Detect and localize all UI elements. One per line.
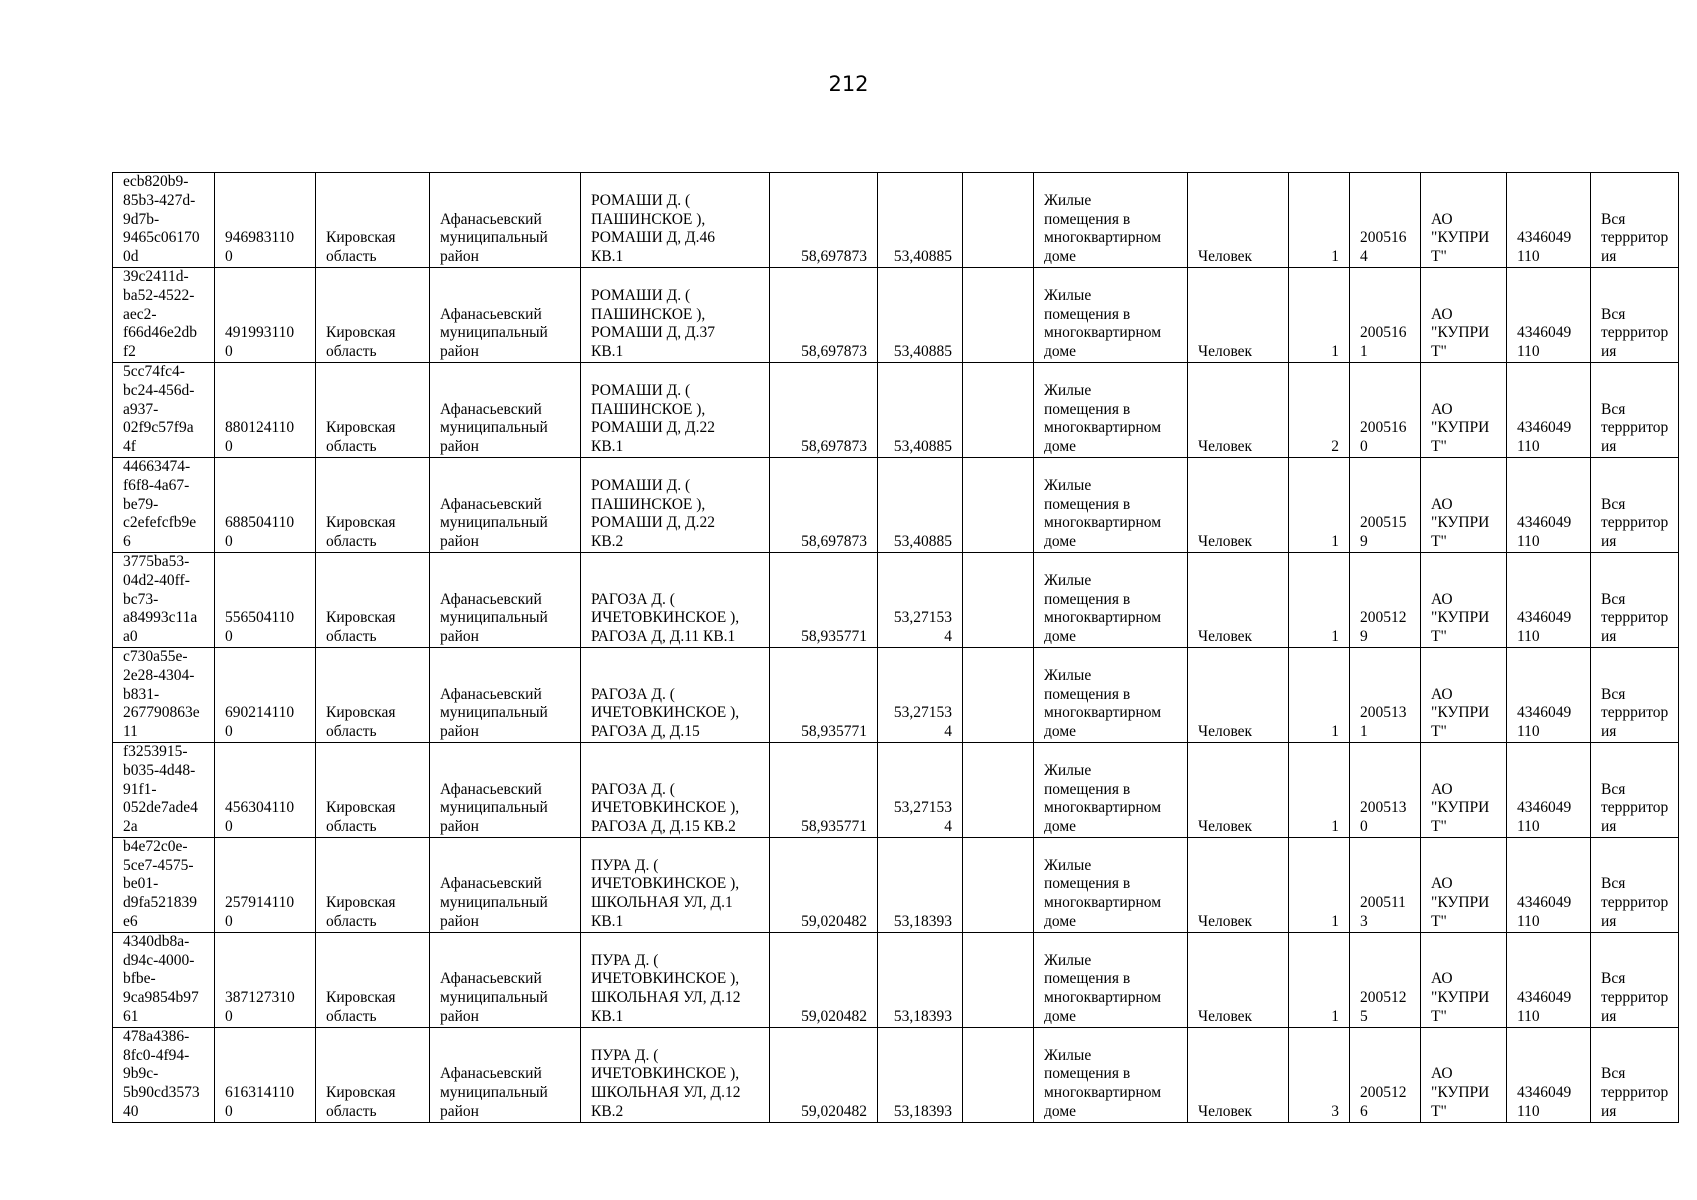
count-cell: 1 (1289, 647, 1350, 742)
registry-number-cell: 200513 0 (1350, 742, 1421, 837)
table-row (113, 647, 1679, 742)
territory-cell: Вся террритор ия (1591, 742, 1679, 837)
latitude-cell: 58,935771 (770, 552, 878, 647)
table-row (113, 267, 1679, 362)
count-cell: 1 (1289, 267, 1350, 362)
longitude-cell: 53,40885 (878, 173, 963, 268)
address-cell: РАГОЗА Д. ( ИЧЕТОВКИНСКОЕ ), РАГОЗА Д, Д.15 (581, 647, 770, 742)
empty-cell (963, 1027, 1034, 1122)
object-type-cell: Жилые помещения в многоквартирном доме (1034, 742, 1188, 837)
object-code-cell: 556504110 0 (215, 552, 316, 647)
inn-cell: 4346049 110 (1507, 932, 1591, 1027)
address-cell: ПУРА Д. ( ИЧЕТОВКИНСКОЕ ), ШКОЛЬНАЯ УЛ, Д.12 КВ.1 (581, 932, 770, 1027)
empty-cell (963, 552, 1034, 647)
table-body (113, 173, 1679, 1123)
object-code-cell: 387127310 0 (215, 932, 316, 1027)
unit-cell: Человек (1188, 742, 1289, 837)
region-cell: Кировская область (316, 457, 430, 552)
latitude-cell: 58,697873 (770, 362, 878, 457)
address-cell: ПУРА Д. ( ИЧЕТОВКИНСКОЕ ), ШКОЛЬНАЯ УЛ, Д.1 КВ.1 (581, 837, 770, 932)
organization-cell: АО "КУПРИ Т" (1421, 932, 1507, 1027)
count-cell: 1 (1289, 552, 1350, 647)
inn-cell: 4346049 110 (1507, 362, 1591, 457)
longitude-cell: 53,18393 (878, 932, 963, 1027)
count-cell: 1 (1289, 457, 1350, 552)
table-row (113, 457, 1679, 552)
address-cell: РОМАШИ Д. ( ПАШИНСКОЕ ), РОМАШИ Д, Д.22 КВ.1 (581, 362, 770, 457)
count-cell: 3 (1289, 1027, 1350, 1122)
inn-cell: 4346049 110 (1507, 267, 1591, 362)
organization-cell: АО "КУПРИ Т" (1421, 647, 1507, 742)
object-code-cell: 491993110 0 (215, 267, 316, 362)
count-cell: 1 (1289, 173, 1350, 268)
object-type-cell: Жилые помещения в многоквартирном доме (1034, 552, 1188, 647)
registry-number-cell: 200512 9 (1350, 552, 1421, 647)
count-cell: 1 (1289, 742, 1350, 837)
object-type-cell: Жилые помещения в многоквартирном доме (1034, 932, 1188, 1027)
record-id-cell: c730a55e- 2e28-4304- b831- 267790863e 11 (113, 647, 215, 742)
longitude-cell: 53,40885 (878, 267, 963, 362)
district-cell: Афанасьевский муниципальный район (430, 552, 581, 647)
table-row (113, 742, 1679, 837)
registry-number-cell: 200516 4 (1350, 173, 1421, 268)
district-cell: Афанасьевский муниципальный район (430, 837, 581, 932)
territory-cell: Вся террритор ия (1591, 457, 1679, 552)
inn-cell: 4346049 110 (1507, 837, 1591, 932)
latitude-cell: 58,935771 (770, 647, 878, 742)
region-cell: Кировская область (316, 742, 430, 837)
region-cell: Кировская область (316, 173, 430, 268)
table-row (113, 837, 1679, 932)
latitude-cell: 58,697873 (770, 457, 878, 552)
unit-cell: Человек (1188, 552, 1289, 647)
object-type-cell: Жилые помещения в многоквартирном доме (1034, 1027, 1188, 1122)
territory-cell: Вся террритор ия (1591, 932, 1679, 1027)
unit-cell: Человек (1188, 457, 1289, 552)
empty-cell (963, 742, 1034, 837)
organization-cell: АО "КУПРИ Т" (1421, 457, 1507, 552)
address-cell: РАГОЗА Д. ( ИЧЕТОВКИНСКОЕ ), РАГОЗА Д, Д.11 КВ.1 (581, 552, 770, 647)
latitude-cell: 58,935771 (770, 742, 878, 837)
record-id-cell: 3775ba53- 04d2-40ff- bc73- a84993c11a a0 (113, 552, 215, 647)
address-cell: РОМАШИ Д. ( ПАШИНСКОЕ ), РОМАШИ Д, Д.22 КВ.2 (581, 457, 770, 552)
object-code-cell: 688504110 0 (215, 457, 316, 552)
inn-cell: 4346049 110 (1507, 457, 1591, 552)
territory-cell: Вся террритор ия (1591, 362, 1679, 457)
latitude-cell: 59,020482 (770, 1027, 878, 1122)
empty-cell (963, 362, 1034, 457)
unit-cell: Человек (1188, 1027, 1289, 1122)
object-type-cell: Жилые помещения в многоквартирном доме (1034, 647, 1188, 742)
region-cell: Кировская область (316, 837, 430, 932)
unit-cell: Человек (1188, 267, 1289, 362)
registry-number-cell: 200512 5 (1350, 932, 1421, 1027)
registry-number-cell: 200516 0 (1350, 362, 1421, 457)
page-number: 212 (828, 72, 869, 96)
record-id-cell: 4340db8a- d94c-4000- bfbe- 9ca9854b97 61 (113, 932, 215, 1027)
longitude-cell: 53,27153 4 (878, 742, 963, 837)
unit-cell: Человек (1188, 173, 1289, 268)
registry-table (112, 172, 1679, 1123)
table-row (113, 173, 1679, 268)
count-cell: 1 (1289, 837, 1350, 932)
empty-cell (963, 457, 1034, 552)
longitude-cell: 53,40885 (878, 457, 963, 552)
inn-cell: 4346049 110 (1507, 647, 1591, 742)
longitude-cell: 53,27153 4 (878, 552, 963, 647)
address-cell: ПУРА Д. ( ИЧЕТОВКИНСКОЕ ), ШКОЛЬНАЯ УЛ, Д.12 КВ.2 (581, 1027, 770, 1122)
object-type-cell: Жилые помещения в многоквартирном доме (1034, 267, 1188, 362)
object-code-cell: 616314110 0 (215, 1027, 316, 1122)
empty-cell (963, 267, 1034, 362)
organization-cell: АО "КУПРИ Т" (1421, 742, 1507, 837)
territory-cell: Вся террритор ия (1591, 837, 1679, 932)
longitude-cell: 53,27153 4 (878, 647, 963, 742)
district-cell: Афанасьевский муниципальный район (430, 1027, 581, 1122)
district-cell: Афанасьевский муниципальный район (430, 457, 581, 552)
empty-cell (963, 932, 1034, 1027)
district-cell: Афанасьевский муниципальный район (430, 647, 581, 742)
record-id-cell: 478a4386- 8fc0-4f94- 9b9c- 5b90cd3573 40 (113, 1027, 215, 1122)
record-id-cell: 39c2411d- ba52-4522- aec2- f66d46e2db f2 (113, 267, 215, 362)
district-cell: Афанасьевский муниципальный район (430, 742, 581, 837)
region-cell: Кировская область (316, 932, 430, 1027)
address-cell: РАГОЗА Д. ( ИЧЕТОВКИНСКОЕ ), РАГОЗА Д, Д.15 КВ.2 (581, 742, 770, 837)
table-row (113, 552, 1679, 647)
registry-number-cell: 200511 3 (1350, 837, 1421, 932)
object-code-cell: 946983110 0 (215, 173, 316, 268)
territory-cell: Вся террритор ия (1591, 552, 1679, 647)
territory-cell: Вся террритор ия (1591, 1027, 1679, 1122)
record-id-cell: 44663474- f6f8-4a67- be79- c2efefcfb9e 6 (113, 457, 215, 552)
inn-cell: 4346049 110 (1507, 742, 1591, 837)
unit-cell: Человек (1188, 362, 1289, 457)
registry-number-cell: 200512 6 (1350, 1027, 1421, 1122)
territory-cell: Вся террритор ия (1591, 647, 1679, 742)
table-row (113, 932, 1679, 1027)
organization-cell: АО "КУПРИ Т" (1421, 267, 1507, 362)
registry-number-cell: 200513 1 (1350, 647, 1421, 742)
district-cell: Афанасьевский муниципальный район (430, 267, 581, 362)
district-cell: Афанасьевский муниципальный район (430, 362, 581, 457)
record-id-cell: b4e72c0e- 5ce7-4575- be01- d9fa521839 e6 (113, 837, 215, 932)
region-cell: Кировская область (316, 647, 430, 742)
table-row (113, 362, 1679, 457)
empty-cell (963, 837, 1034, 932)
registry-number-cell: 200515 9 (1350, 457, 1421, 552)
latitude-cell: 59,020482 (770, 837, 878, 932)
district-cell: Афанасьевский муниципальный район (430, 173, 581, 268)
longitude-cell: 53,40885 (878, 362, 963, 457)
object-type-cell: Жилые помещения в многоквартирном доме (1034, 837, 1188, 932)
record-id-cell: ecb820b9- 85b3-427d- 9d7b- 9465c06170 0d (113, 173, 215, 268)
region-cell: Кировская область (316, 362, 430, 457)
longitude-cell: 53,18393 (878, 837, 963, 932)
registry-number-cell: 200516 1 (1350, 267, 1421, 362)
object-code-cell: 257914110 0 (215, 837, 316, 932)
territory-cell: Вся террритор ия (1591, 267, 1679, 362)
territory-cell: Вся террритор ия (1591, 173, 1679, 268)
organization-cell: АО "КУПРИ Т" (1421, 173, 1507, 268)
object-code-cell: 456304110 0 (215, 742, 316, 837)
organization-cell: АО "КУПРИ Т" (1421, 837, 1507, 932)
organization-cell: АО "КУПРИ Т" (1421, 1027, 1507, 1122)
region-cell: Кировская область (316, 267, 430, 362)
object-code-cell: 690214110 0 (215, 647, 316, 742)
empty-cell (963, 173, 1034, 268)
latitude-cell: 58,697873 (770, 267, 878, 362)
object-code-cell: 880124110 0 (215, 362, 316, 457)
address-cell: РОМАШИ Д. ( ПАШИНСКОЕ ), РОМАШИ Д, Д.46 КВ.1 (581, 173, 770, 268)
inn-cell: 4346049 110 (1507, 1027, 1591, 1122)
inn-cell: 4346049 110 (1507, 552, 1591, 647)
count-cell: 2 (1289, 362, 1350, 457)
organization-cell: АО "КУПРИ Т" (1421, 552, 1507, 647)
longitude-cell: 53,18393 (878, 1027, 963, 1122)
unit-cell: Человек (1188, 837, 1289, 932)
inn-cell: 4346049 110 (1507, 173, 1591, 268)
object-type-cell: Жилые помещения в многоквартирном доме (1034, 457, 1188, 552)
latitude-cell: 59,020482 (770, 932, 878, 1027)
count-cell: 1 (1289, 932, 1350, 1027)
object-type-cell: Жилые помещения в многоквартирном доме (1034, 173, 1188, 268)
latitude-cell: 58,697873 (770, 173, 878, 268)
unit-cell: Человек (1188, 932, 1289, 1027)
table-row (113, 1027, 1679, 1122)
unit-cell: Человек (1188, 647, 1289, 742)
region-cell: Кировская область (316, 1027, 430, 1122)
region-cell: Кировская область (316, 552, 430, 647)
object-type-cell: Жилые помещения в многоквартирном доме (1034, 362, 1188, 457)
record-id-cell: f3253915- b035-4d48- 91f1- 052de7ade4 2a (113, 742, 215, 837)
record-id-cell: 5cc74fc4- bc24-456d- a937- 02f9c57f9a 4f (113, 362, 215, 457)
empty-cell (963, 647, 1034, 742)
district-cell: Афанасьевский муниципальный район (430, 932, 581, 1027)
organization-cell: АО "КУПРИ Т" (1421, 362, 1507, 457)
address-cell: РОМАШИ Д. ( ПАШИНСКОЕ ), РОМАШИ Д, Д.37 КВ.1 (581, 267, 770, 362)
